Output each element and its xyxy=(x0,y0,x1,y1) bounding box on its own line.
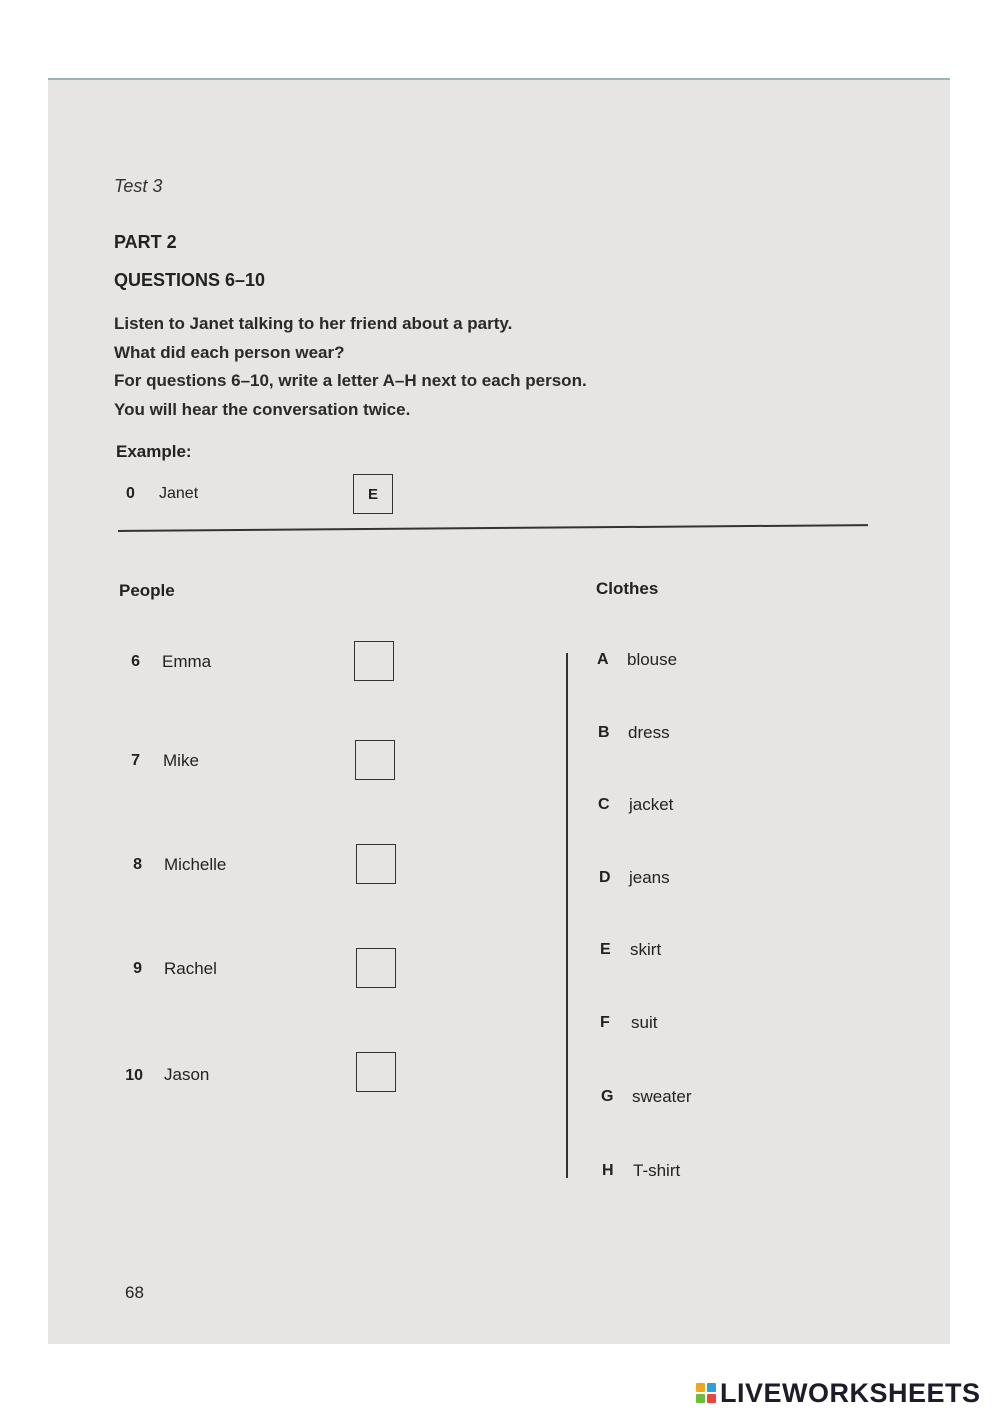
person-number: 10 xyxy=(125,1067,143,1084)
clothes-letter: B xyxy=(598,724,610,741)
logo-square xyxy=(707,1383,716,1392)
clothes-letter: H xyxy=(602,1162,614,1179)
people-heading: People xyxy=(119,581,175,600)
person-name: Emma xyxy=(162,652,212,671)
questions-title: QUESTIONS 6–10 xyxy=(114,270,266,290)
person-number: 8 xyxy=(133,856,142,873)
clothes-item: T-shirt xyxy=(633,1161,681,1180)
logo-square xyxy=(707,1394,716,1403)
logo-square xyxy=(696,1394,705,1403)
person-number: 9 xyxy=(133,960,142,977)
clothes-item: jacket xyxy=(629,795,674,814)
logo-text: LIVEWORKSHEETS xyxy=(720,1377,981,1408)
instruction-line: What did each person wear? xyxy=(114,343,345,362)
clothes-heading: Clothes xyxy=(596,579,659,598)
answer-box-8[interactable] xyxy=(356,844,396,884)
clothes-letter: F xyxy=(600,1014,610,1031)
clothes-item: dress xyxy=(628,723,670,742)
logo-square xyxy=(696,1383,705,1392)
clothes-item: suit xyxy=(631,1013,658,1032)
person-name: Rachel xyxy=(164,959,217,978)
answer-box-6[interactable] xyxy=(354,641,394,681)
running-head: Test 3 xyxy=(114,176,163,196)
answer-box-9[interactable] xyxy=(356,948,396,988)
instruction-line: You will hear the conversation twice. xyxy=(114,400,411,419)
instruction-line: Listen to Janet talking to her friend about a party. xyxy=(114,314,513,333)
person-name: Mike xyxy=(163,751,199,770)
clothes-letter: E xyxy=(600,941,611,958)
person-name: Jason xyxy=(164,1065,210,1084)
clothes-letter: C xyxy=(598,796,610,813)
clothes-item: blouse xyxy=(627,650,678,669)
example-label: Example: xyxy=(116,442,192,461)
clothes-letter: D xyxy=(599,869,611,886)
example-name: Janet xyxy=(159,485,199,502)
person-number: 6 xyxy=(131,653,140,670)
worksheet-page xyxy=(48,78,950,1344)
page-top-edge xyxy=(48,78,950,80)
clothes-item: jeans xyxy=(629,868,670,887)
clothes-letter: G xyxy=(601,1088,614,1105)
example-answer-box: E xyxy=(353,474,393,514)
person-name: Michelle xyxy=(164,855,227,874)
column-separator xyxy=(566,653,568,1178)
section-divider xyxy=(118,524,868,531)
logo-grid-icon xyxy=(696,1383,716,1403)
instruction-line: For questions 6–10, write a letter A–H next to each person. xyxy=(114,371,587,390)
answer-box-7[interactable] xyxy=(355,740,395,780)
answer-box-10[interactable] xyxy=(356,1052,396,1092)
part-title: PART 2 xyxy=(114,232,177,252)
clothes-item: sweater xyxy=(632,1087,692,1106)
example-number: 0 xyxy=(126,485,135,502)
clothes-letter: A xyxy=(597,651,609,668)
liveworksheets-logo[interactable] xyxy=(696,1378,981,1408)
clothes-item: skirt xyxy=(630,940,662,959)
page-number: 68 xyxy=(125,1283,144,1302)
person-number: 7 xyxy=(131,752,140,769)
